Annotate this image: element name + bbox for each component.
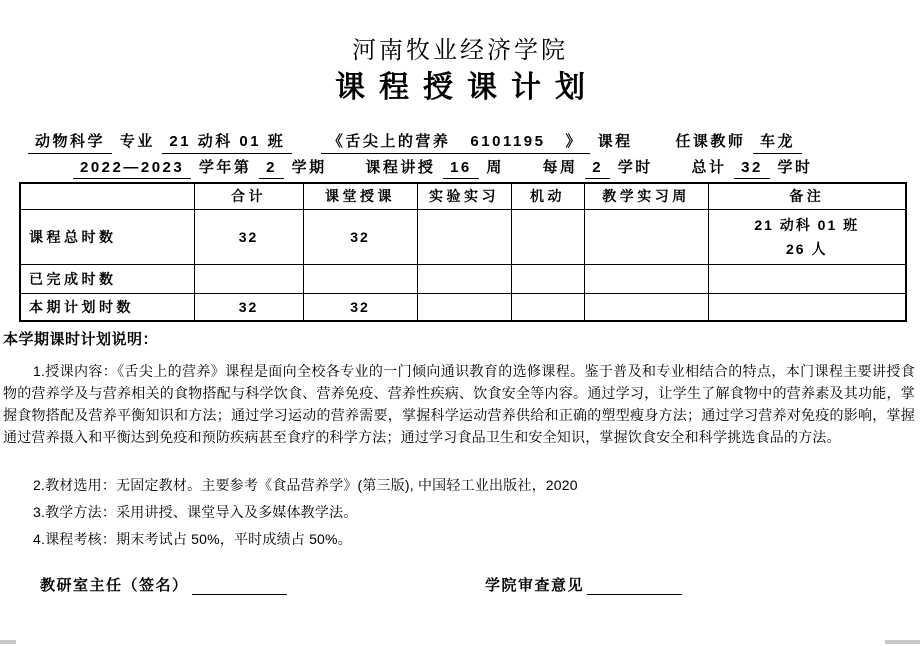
course-label: 课程 — [597, 133, 633, 150]
course-field: 《舌尖上的营养 6101195 》 — [321, 130, 590, 154]
cell-lecture — [303, 264, 417, 293]
table-header-row — [20, 183, 906, 209]
cell-lecture: 32 — [303, 209, 417, 264]
weeks-field: 16 — [443, 159, 479, 179]
row-label: 本期计划时数 — [20, 293, 194, 321]
class-field: 21 动科 01 班 — [162, 130, 292, 154]
weeks-unit: 周 — [486, 159, 504, 176]
cell-practice-week — [584, 293, 708, 321]
note-item-1: 1.授课内容：《舌尖上的营养》课程是面向全校各专业的一门倾向通识教育的选修课程。鉴于普及和专业相结合的特点，本门课程主要讲授食物的营养学及与营养相关的食物搭配与科学饮食、营养免疫、营养性疾病、饮食安全等内容。通过学习，让学生了解食物中的营养素及其功能，掌握食物搭配及营养平衡知识和方法；通过学习运动的营养需要，掌握科学运动营养供给和正确的塑型瘦身方法；通过学习营养对免疫的影响，掌握通过营养摄入和平衡达到免疫和预防疾病甚至食疗的科学方法；通过学习食品卫生和安全知识，掌握饮食安全和科学挑选食品的方法。 — [3, 363, 915, 445]
review-area — [485, 574, 682, 595]
cell-total — [194, 264, 303, 293]
cell-flexible — [511, 293, 584, 321]
table-row — [20, 293, 906, 321]
cell-experiment — [417, 264, 511, 293]
header-blank — [20, 183, 194, 209]
page-edge-mark-left — [0, 640, 16, 644]
director-signature-label: 教研室主任（签名） — [40, 577, 189, 594]
teacher-label: 任课教师 — [675, 133, 746, 150]
notes-heading: 本学期课时计划说明： — [3, 331, 159, 348]
major-label: 专业 — [119, 133, 155, 150]
note-item-4: 4.课程考核：期末考试占 50%，平时成绩占 50%。 — [33, 531, 352, 547]
header-experiment: 实验实习 — [417, 183, 511, 209]
page-title: 课程授课计划 — [335, 71, 599, 104]
cell-remark — [708, 293, 906, 321]
director-signature-area — [40, 574, 287, 595]
header-lecture: 课堂授课 — [303, 183, 417, 209]
year-label: 学年第 — [198, 159, 252, 176]
note-item-2: 2.教材选用：无固定教材。主要参考《食品营养学》(第三版), 中国轻工业出版社，2020 — [33, 477, 578, 493]
remark-line: 26 人 — [786, 240, 828, 257]
cell-lecture: 32 — [303, 293, 417, 321]
cell-practice-week — [584, 209, 708, 264]
perweek-field: 2 — [585, 159, 610, 179]
row-label: 课程总时数 — [20, 209, 194, 264]
year-field: 2022—2023 — [73, 159, 191, 179]
teacher-field: 车龙 — [753, 130, 802, 154]
note-item-3: 3.教学方法：采用讲授、课堂导入及多媒体教学法。 — [33, 504, 358, 520]
header-flexible: 机动 — [511, 183, 584, 209]
perweek-unit: 学时 — [617, 159, 653, 176]
school-name: 河南牧业经济学院 — [352, 38, 568, 64]
review-blank — [587, 578, 682, 595]
total-label: 总计 — [691, 159, 727, 176]
header-practice-week: 教学实习周 — [584, 183, 708, 209]
header-total: 合计 — [194, 183, 303, 209]
total-field: 32 — [734, 159, 770, 179]
semester-field: 2 — [259, 159, 284, 179]
cell-total: 32 — [194, 293, 303, 321]
cell-flexible — [511, 209, 584, 264]
review-label: 学院审查意见 — [485, 577, 585, 594]
signature-section — [0, 574, 920, 598]
cell-practice-week — [584, 264, 708, 293]
cell-total: 32 — [194, 209, 303, 264]
table-row — [20, 209, 906, 264]
semester-plan-notes — [3, 328, 915, 550]
remark-line: 21 动科 01 班 — [754, 216, 860, 233]
table-row — [20, 264, 906, 293]
header-remark: 备注 — [708, 183, 906, 209]
cell-remark — [708, 264, 906, 293]
cell-experiment — [417, 293, 511, 321]
semester-info-line — [0, 156, 920, 179]
director-signature-blank — [192, 578, 287, 595]
teach-label: 课程讲授 — [365, 159, 436, 176]
major-field: 动物科学 — [28, 130, 112, 154]
perweek-label: 每周 — [542, 159, 578, 176]
cell-flexible — [511, 264, 584, 293]
total-unit: 学时 — [777, 159, 813, 176]
page-edge-mark-right — [885, 640, 920, 644]
cell-experiment — [417, 209, 511, 264]
course-info-line — [0, 130, 920, 154]
hours-summary-table — [19, 182, 907, 322]
cell-remark — [708, 209, 906, 264]
row-label: 已完成时数 — [20, 264, 194, 293]
semester-label: 学期 — [291, 159, 327, 176]
